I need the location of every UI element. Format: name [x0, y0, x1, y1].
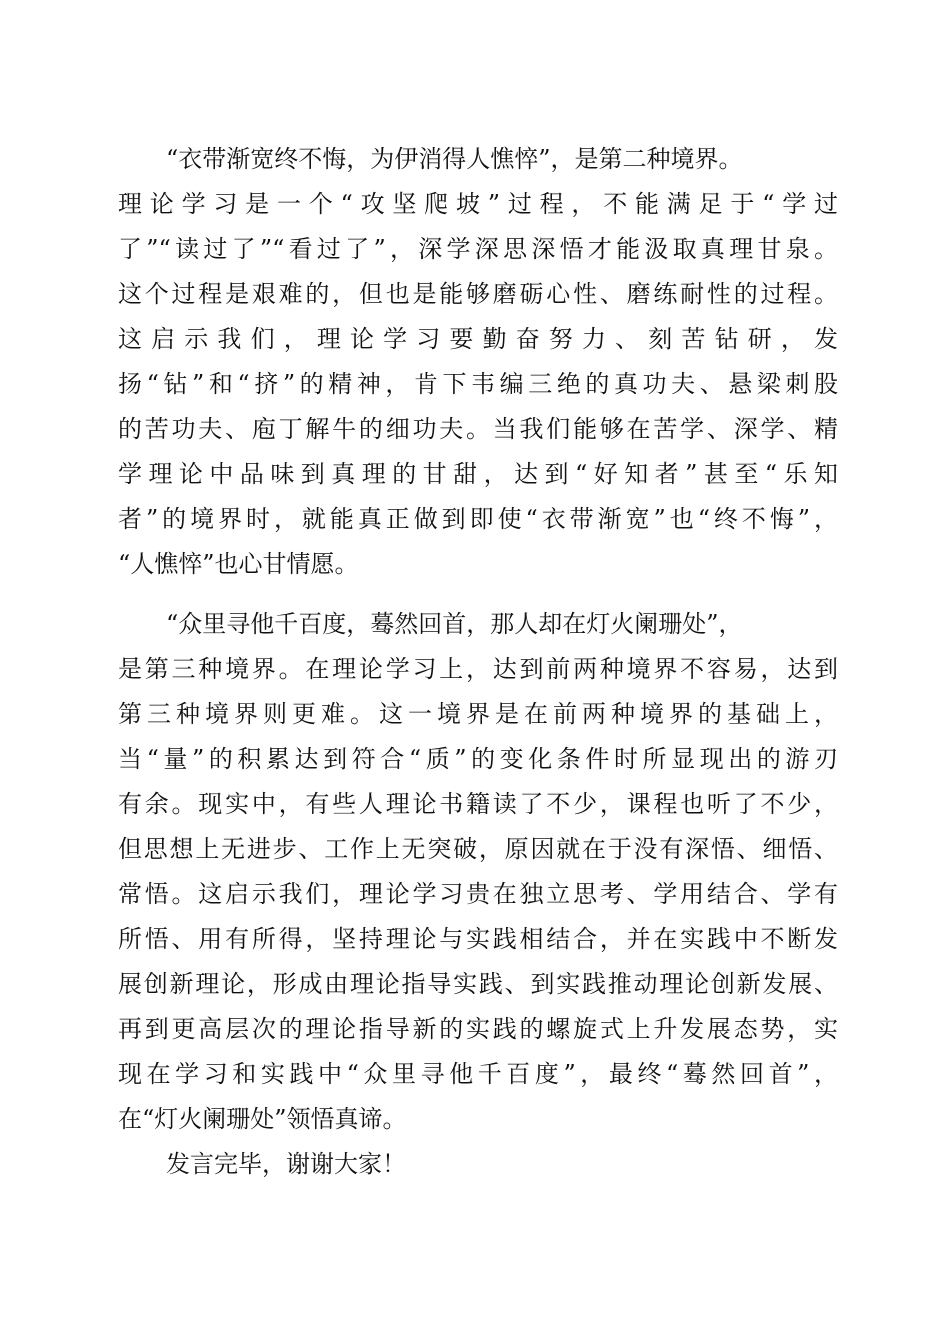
text-line: “衣带渐宽终不悔，为伊消得人憔悴”，是第二种境界。 — [166, 145, 743, 173]
text-line: 展创新理论，形成由理论指导实践、到实践推动理论创新发展、 — [118, 970, 838, 998]
paragraph-third-realm — [118, 602, 838, 1142]
text-line: 这个过程是艰难的，但也是能够磨砺心性、磨练耐性的过程。 — [118, 280, 838, 308]
text-line: 第三种境界则更难。这一境界是在前两种境界的基础上， — [118, 700, 838, 728]
text-line: 现在学习和实践中“众里寻他千百度”，最终“蓦然回首”， — [118, 1060, 838, 1088]
text-line: 但思想上无进步、工作上无突破，原因就在于没有深悟、细悟、 — [118, 835, 838, 863]
text-line: 在“灯火阑珊处”领悟真谛。 — [118, 1105, 407, 1133]
text-line: 学理论中品味到真理的甘甜，达到“好知者”甚至“乐知 — [118, 460, 838, 488]
text-line: 了”“读过了”“看过了”，深学深思深悟才能汲取真理甘泉。 — [118, 235, 838, 263]
text-line: 理论学习是一个“攻坚爬坡”过程，不能满足于“学过 — [118, 190, 838, 218]
closing-remark: 发言完毕，谢谢大家！ — [166, 1150, 406, 1178]
document-body — [118, 137, 838, 1187]
text-line: 的苦功夫、庖丁解牛的细功夫。当我们能够在苦学、深学、精 — [118, 415, 838, 443]
text-line: “人憔悴”也心甘情愿。 — [118, 550, 359, 578]
text-line: 所悟、用有所得，坚持理论与实践相结合，并在实践中不断发 — [118, 925, 838, 953]
text-line: 有余。现实中，有些人理论书籍读了不少，课程也听了不少， — [118, 790, 838, 818]
text-line: 是第三种境界。在理论学习上，达到前两种境界不容易，达到 — [118, 655, 838, 683]
text-line: 这启示我们，理论学习要勤奋努力、刻苦钻研，发 — [118, 325, 838, 353]
text-line: “众里寻他千百度，蓦然回首，那人却在灯火阑珊处”， — [166, 610, 743, 638]
paragraph-closing — [118, 1142, 838, 1187]
paragraph-second-realm — [118, 137, 838, 587]
text-line: 常悟。这启示我们，理论学习贵在独立思考、学用结合、学有 — [118, 880, 838, 908]
text-line: 再到更高层次的理论指导新的实践的螺旋式上升发展态势，实 — [118, 1015, 838, 1043]
text-line: 者”的境界时，就能真正做到即使“衣带渐宽”也“终不悔”， — [118, 505, 838, 533]
text-line: 扬“钻”和“挤”的精神，肯下韦编三绝的真功夫、悬梁刺股 — [118, 370, 838, 398]
text-line: 当“量”的积累达到符合“质”的变化条件时所显现出的游刃 — [118, 745, 838, 773]
